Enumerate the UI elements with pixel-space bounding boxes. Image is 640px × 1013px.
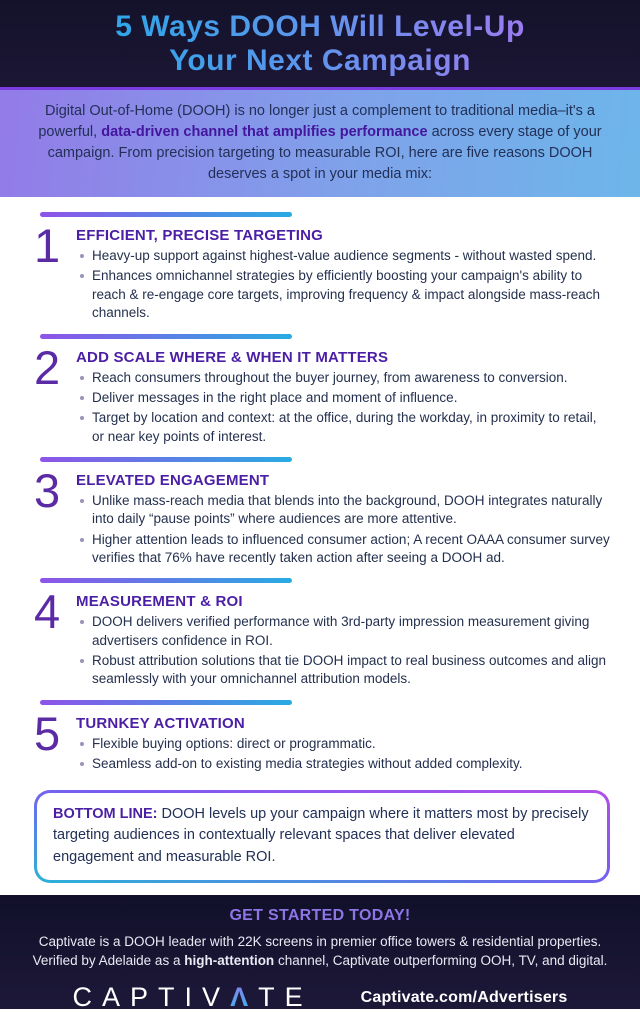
section-1-number: 1 <box>34 219 61 273</box>
section-3-body <box>76 469 612 569</box>
bottom-line-content <box>37 793 607 880</box>
bullet-item: Target by location and context: at the office, during the workday, in proximity to retail, or near key points of interest. <box>76 409 612 446</box>
logo-text-part1: CAPTIV <box>72 982 231 1013</box>
intro-text-part2: across every stage of your campaign. From precision targeting to measurable ROI, here are five reasons DOOH deserves a spot in your media mix: <box>47 124 602 183</box>
section-2-bullets <box>76 369 612 446</box>
bullet-item: Higher attention leads to influenced consumer action; A recent OAAA consumer survey verifies that 76% have recently taken action after seeing a DOOH ad. <box>76 531 612 568</box>
section-4-number: 4 <box>34 585 61 639</box>
footer <box>0 895 640 1013</box>
section-4-bullets <box>76 613 612 688</box>
section-divider <box>40 700 292 705</box>
section-4-body <box>76 590 612 690</box>
footer-line2-part1: Verified by Adelaide as a <box>32 952 185 968</box>
section-divider <box>40 212 292 217</box>
footer-line1: Captivate is a DOOH leader with 22K screens in premier office towers & residential properties. <box>38 933 602 949</box>
section-1 <box>34 219 612 324</box>
section-1-title: EFFICIENT, PRECISE TARGETING <box>76 227 324 245</box>
section-2-title: ADD SCALE WHERE & WHEN IT MATTERS <box>76 348 389 366</box>
bullet-item: Unlike mass-reach media that blends into the background, DOOH integrates naturally into daily “pause points” where audiences are more attentive. <box>76 492 612 529</box>
page-title-line1: 5 Ways DOOH Will Level-Up <box>115 9 525 43</box>
bottom-line-callout <box>34 790 610 883</box>
bullet-item: Robust attribution solutions that tie DOOH impact to real business outcomes and align seamlessly with your omnichannel attribution models. <box>76 652 612 689</box>
section-5-bullets <box>76 735 612 774</box>
cta-heading: GET STARTED TODAY! <box>229 906 411 924</box>
section-1-body <box>76 224 612 324</box>
section-2 <box>34 340 612 448</box>
bullet-item: DOOH delivers verified performance with 3rd-party impression measurement giving advertisers confidence in ROI. <box>76 613 612 650</box>
section-4 <box>34 585 612 690</box>
section-1-bullets <box>76 247 612 322</box>
bullet-item: Reach consumers throughout the buyer journey, from awareness to conversion. <box>76 369 612 387</box>
captivate-logo <box>73 982 313 1013</box>
section-5-body <box>76 712 612 776</box>
section-2-body <box>76 346 612 448</box>
bottom-line-label: BOTTOM LINE: <box>53 805 158 822</box>
section-divider <box>40 457 292 462</box>
advertisers-url-link[interactable]: Captivate.com/Advertisers <box>360 988 568 1006</box>
logo-caret-icon: Λ <box>230 982 259 1013</box>
header <box>0 0 640 90</box>
bullet-item: Seamless add-on to existing media strategies without added complexity. <box>76 755 612 773</box>
bullet-item: Heavy-up support against highest-value audience segments - without wasted spend. <box>76 247 612 265</box>
bullet-item: Enhances omnichannel strategies by efficiently boosting your campaign's ability to reach & re-engage core targets, improving frequency & impact alongside mass-reach channels. <box>76 267 612 322</box>
section-divider <box>40 334 292 339</box>
logo-text-part2: TE <box>258 982 313 1013</box>
section-4-title: MEASUREMENT & ROI <box>76 593 243 611</box>
bottom-line-text: DOOH levels up your campaign where it matters most by precisely targeting audiences in contextually relevant spaces that deliver elevated engagement and measurable ROI. <box>53 805 589 866</box>
bullet-item: Flexible buying options: direct or programmatic. <box>76 735 612 753</box>
page-title-line2: Your Next Campaign <box>169 43 471 77</box>
main-content <box>0 197 640 895</box>
section-divider <box>40 578 292 583</box>
bullet-item: Deliver messages in the right place and moment of influence. <box>76 389 612 407</box>
intro-banner <box>0 90 640 197</box>
footer-line2-part2: channel, Captivate outperforming OOH, TV, and digital. <box>274 952 608 968</box>
section-5-title: TURNKEY ACTIVATION <box>76 714 245 732</box>
section-5 <box>34 706 612 776</box>
intro-text-bold: data-driven channel that amplifies performance <box>101 124 428 141</box>
section-3-number: 3 <box>34 463 61 517</box>
section-2-number: 2 <box>34 340 61 394</box>
intro-text-part1: Digital Out-of-Home (DOOH) is no longer just a complement to traditional media–it's a powerful, <box>38 103 595 141</box>
section-3 <box>34 463 612 569</box>
footer-logo-row <box>12 982 628 1013</box>
footer-line2 <box>12 951 628 970</box>
footer-line2-bold: high-attention <box>184 952 275 968</box>
page-title <box>115 10 525 77</box>
section-5-number: 5 <box>34 706 61 760</box>
section-3-title: ELEVATED ENGAGEMENT <box>76 471 270 489</box>
section-3-bullets <box>76 492 612 567</box>
